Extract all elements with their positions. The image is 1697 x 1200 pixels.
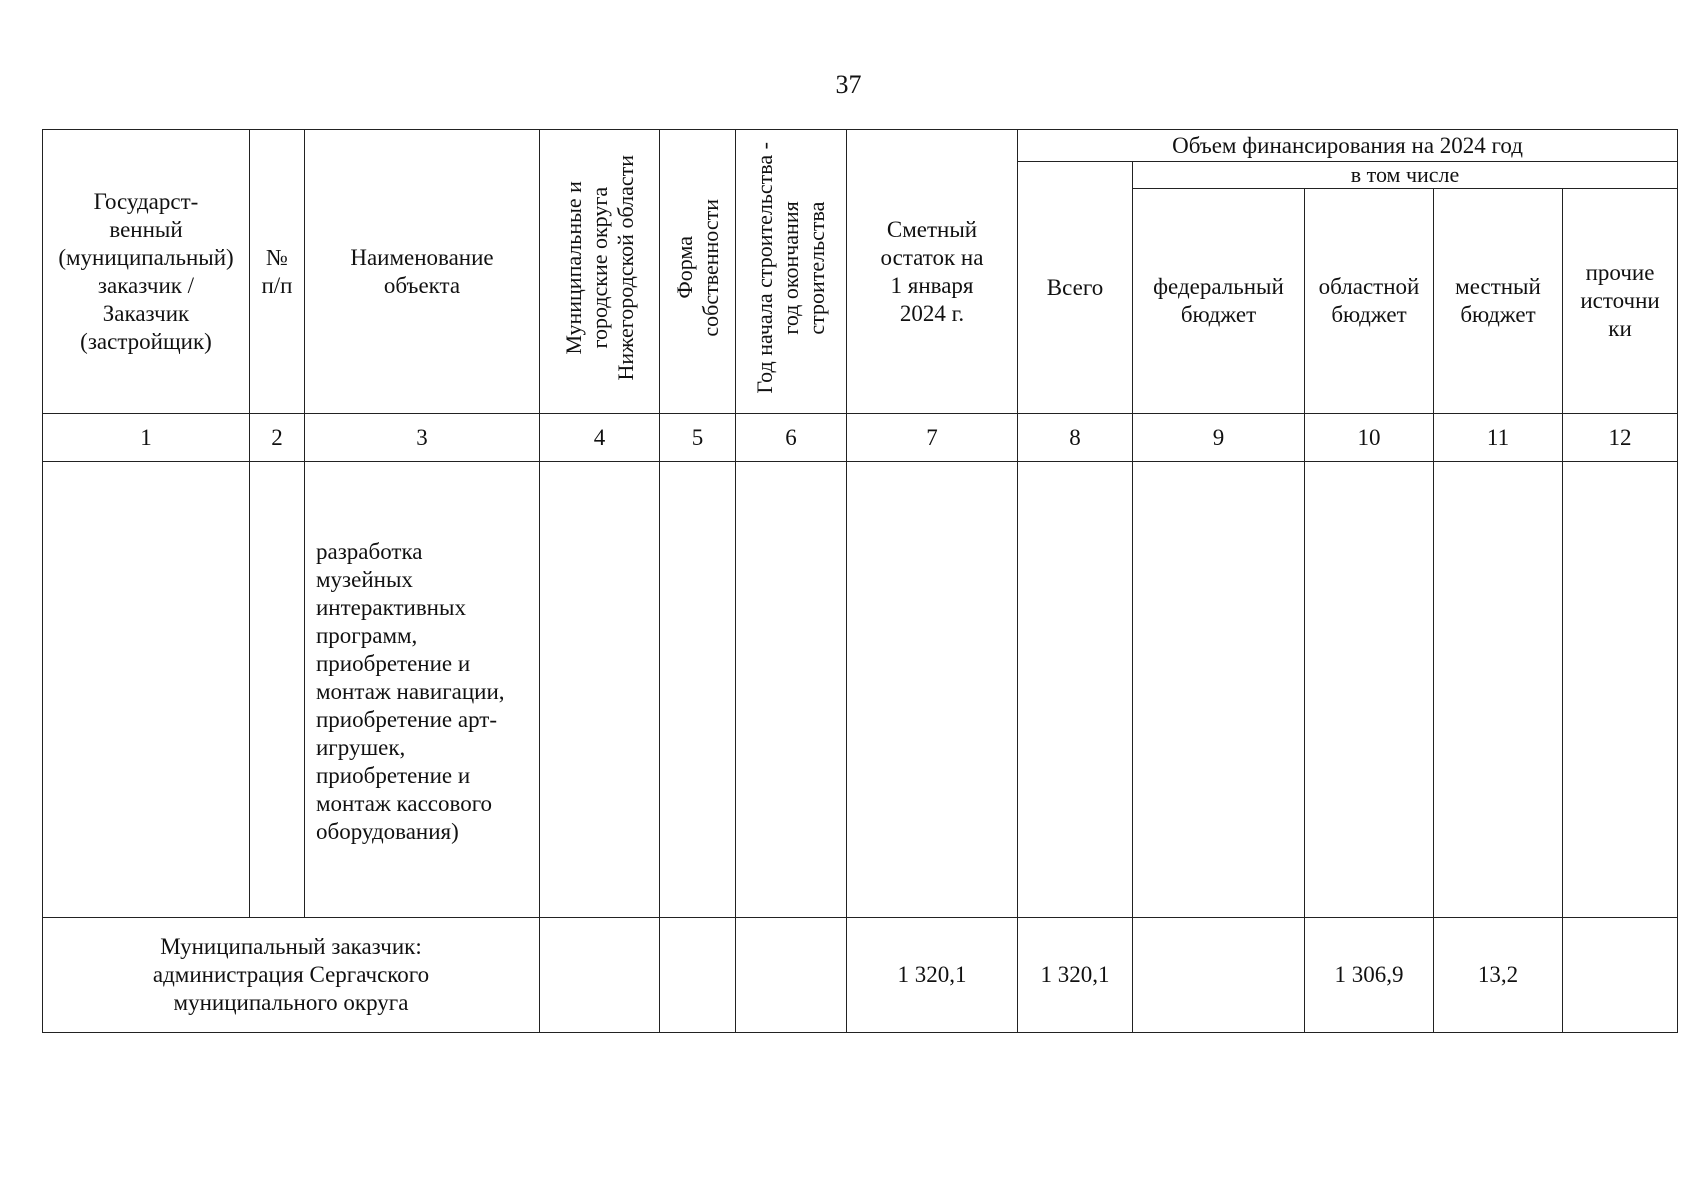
- header-local: местный бюджет: [1434, 189, 1563, 414]
- header-regional: областной бюджет: [1305, 189, 1434, 414]
- total-ownership: [660, 918, 736, 1033]
- cell-object-description: разработка музейных интерактивных программ, приобретение и монтаж навигации, приобретение арт- игрушек, приобретение и монтаж кассового оборудования): [305, 462, 540, 918]
- total-row-label: Муниципальный заказчик: администрация Сергачского муниципального округа: [43, 918, 540, 1033]
- column-number: 2: [250, 414, 305, 462]
- header-object-name: Наименование объекта: [305, 130, 540, 414]
- column-number: 1: [43, 414, 250, 462]
- total-federal: [1133, 918, 1305, 1033]
- page-number: 37: [835, 70, 862, 99]
- header-total: Всего: [1018, 162, 1133, 414]
- header-estimate: Сметный остаток на 1 января 2024 г.: [847, 130, 1018, 414]
- total-row: [43, 918, 1678, 1033]
- column-number-row: [43, 414, 1678, 462]
- cell-total: [1018, 462, 1133, 918]
- total-all: 1 320,1: [1018, 918, 1133, 1033]
- column-number: 6: [736, 414, 847, 462]
- header-other: прочие источни ки: [1563, 189, 1678, 414]
- cell-regional: [1305, 462, 1434, 918]
- cell-other: [1563, 462, 1678, 918]
- total-years: [736, 918, 847, 1033]
- cell-index: [250, 462, 305, 918]
- cell-estimate: [847, 462, 1018, 918]
- cell-federal: [1133, 462, 1305, 918]
- column-number: 12: [1563, 414, 1678, 462]
- column-number: 8: [1018, 414, 1133, 462]
- cell-customer: [43, 462, 250, 918]
- header-ownership: Форма собственности: [660, 130, 736, 414]
- cell-years: [736, 462, 847, 918]
- total-other: [1563, 918, 1678, 1033]
- header-districts: Муниципальные и городские округа Нижегородской области: [540, 130, 660, 414]
- header-index: № п/п: [250, 130, 305, 414]
- column-number: 10: [1305, 414, 1434, 462]
- total-local: 13,2: [1434, 918, 1563, 1033]
- header-years: Год начала строительства - год окончания строительства: [736, 130, 847, 414]
- total-regional: 1 306,9: [1305, 918, 1434, 1033]
- cell-districts: [540, 462, 660, 918]
- header-customer: Государст- венный (муниципальный) заказчик / Заказчик (застройщик): [43, 130, 250, 414]
- header-including: в том числе: [1133, 162, 1678, 189]
- column-number: 7: [847, 414, 1018, 462]
- column-number: 4: [540, 414, 660, 462]
- header-federal: федеральный бюджет: [1133, 189, 1305, 414]
- funding-table: [42, 129, 1678, 1033]
- cell-local: [1434, 462, 1563, 918]
- column-number: 5: [660, 414, 736, 462]
- cell-ownership: [660, 462, 736, 918]
- total-estimate: 1 320,1: [847, 918, 1018, 1033]
- total-districts: [540, 918, 660, 1033]
- column-number: 11: [1434, 414, 1563, 462]
- table-row: [43, 462, 1678, 918]
- column-number: 3: [305, 414, 540, 462]
- column-number: 9: [1133, 414, 1305, 462]
- header-funding-group: Объем финансирования на 2024 год: [1018, 130, 1678, 162]
